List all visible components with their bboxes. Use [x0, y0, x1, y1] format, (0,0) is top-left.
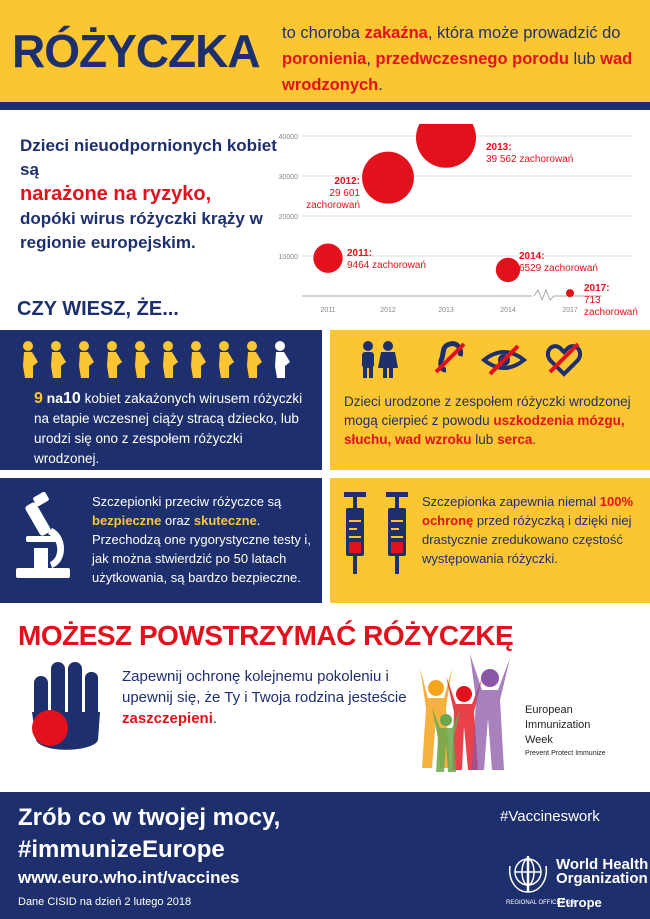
stop-hand-icon	[24, 656, 108, 756]
bubble-2011	[313, 243, 342, 272]
y-tick-label: 20000	[278, 214, 298, 221]
vision-impaired-icon	[484, 346, 524, 374]
eiw-text: European Immunization Week Prevent Protect Immunize	[525, 704, 606, 757]
vaccine-safety-text: Szczepionki przeciw różyczce są bezpieczne oraz skuteczne. Przechodzą one rygorystyczne testy i, jak można stwierdzić po 50 latach użytkowania, są bardzo bezpieczne.	[92, 494, 311, 585]
bubble-label-2014: 2014: 6529 zachorowań	[519, 251, 598, 274]
heart-defect-icon	[548, 344, 580, 374]
defects-text: Dzieci urodzone z zespołem różyczki wrodzonej mogą cierpieć z powodu uszkodzenia mózgu, słuchu, wad wzroku lub serca.	[344, 394, 631, 447]
bubble-2014	[496, 258, 520, 282]
x-tick-label: 2013	[438, 307, 454, 314]
who-europe: Europe	[557, 895, 602, 910]
hearing-impaired-icon	[436, 344, 464, 372]
disability-icons	[356, 340, 626, 380]
tagline: to choroba zakaźna, która może prowadzić do poronienia, przedwczesnego porodu lub wad wrodzonych.	[282, 24, 633, 94]
bubble-label-2013: 2013: 39 562 zachorowań	[486, 142, 574, 165]
vaccine-protection-text: Szczepionka zapewnia niemal 100% ochronę przed różyczką i dzięki niej drastycznie zredukowano częstość występowania różyczki.	[422, 494, 634, 566]
vaccine-protection-box	[330, 478, 650, 603]
stat-box-defects	[330, 330, 650, 470]
bubble-2012	[362, 152, 414, 204]
pregnancy-stat-text: 9 na10 kobiet zakażonych wirusem różyczki na etapie wczesnej ciąży stracą dziecko, lub urodzi się ono z zespołem różyczki wrodzonej.	[34, 390, 303, 466]
eiw-people-logo	[412, 648, 522, 776]
microscope-icon	[12, 492, 74, 582]
vaccineswork-hashtag: #Vaccineswork	[500, 808, 600, 825]
bubble-label-2012: 2012: 29 601 zachorowań	[306, 176, 360, 211]
bubble-label-2011: 2011: 9464 zachorowań	[347, 248, 426, 271]
y-tick-label: 40000	[278, 134, 298, 141]
who-name: World Health Organization	[556, 856, 649, 887]
pregnant-women-icons	[18, 340, 308, 380]
children-icon	[362, 341, 398, 378]
slogan-line-2: #immunizeEurope	[18, 836, 225, 863]
y-tick-label: 30000	[278, 174, 298, 181]
intro-text: Dzieci nieuodpornionych kobiet są narażone na ryzyko, dopóki wirus różyczki krąży w regionie europejskim.	[20, 136, 277, 252]
stat-box-pregnancy	[0, 330, 322, 470]
bubble-label-2017: 2017: 713 zachorowań	[584, 283, 638, 318]
x-tick-label: 2011	[320, 307, 336, 314]
bubble-2017	[566, 289, 574, 297]
x-tick-label: 2014	[500, 307, 516, 314]
vaccines-url[interactable]: www.euro.who.int/vaccines	[18, 868, 240, 887]
who-regional-office: REGIONAL OFFICE FOR	[506, 900, 575, 906]
stop-rubella-text: Zapewnij ochronę kolejnemu pokoleniu i upewnij się, że Ty i Twoja rodzina jesteście zaszczepieni.	[122, 668, 407, 727]
page-title: RÓŻYCZKA	[12, 25, 260, 77]
syringe-icon	[342, 490, 418, 578]
bubble-2013	[416, 124, 476, 168]
vaccine-safety-box	[0, 478, 322, 603]
x-tick-label: 2017	[562, 307, 578, 314]
stop-rubella-heading: MOŻESZ POWSTRZYMAĆ RÓŻYCZKĘ	[18, 620, 514, 651]
x-tick-label: 2012	[380, 307, 396, 314]
who-emblem-icon	[506, 852, 550, 896]
data-source: Dane CISID na dzień 2 lutego 2018	[18, 896, 192, 908]
y-tick-label: 10000	[278, 254, 298, 261]
slogan-line-1: Zrób co w twojej mocy,	[18, 804, 281, 831]
did-you-know-heading: CZY WIESZ, ŻE...	[17, 298, 179, 320]
